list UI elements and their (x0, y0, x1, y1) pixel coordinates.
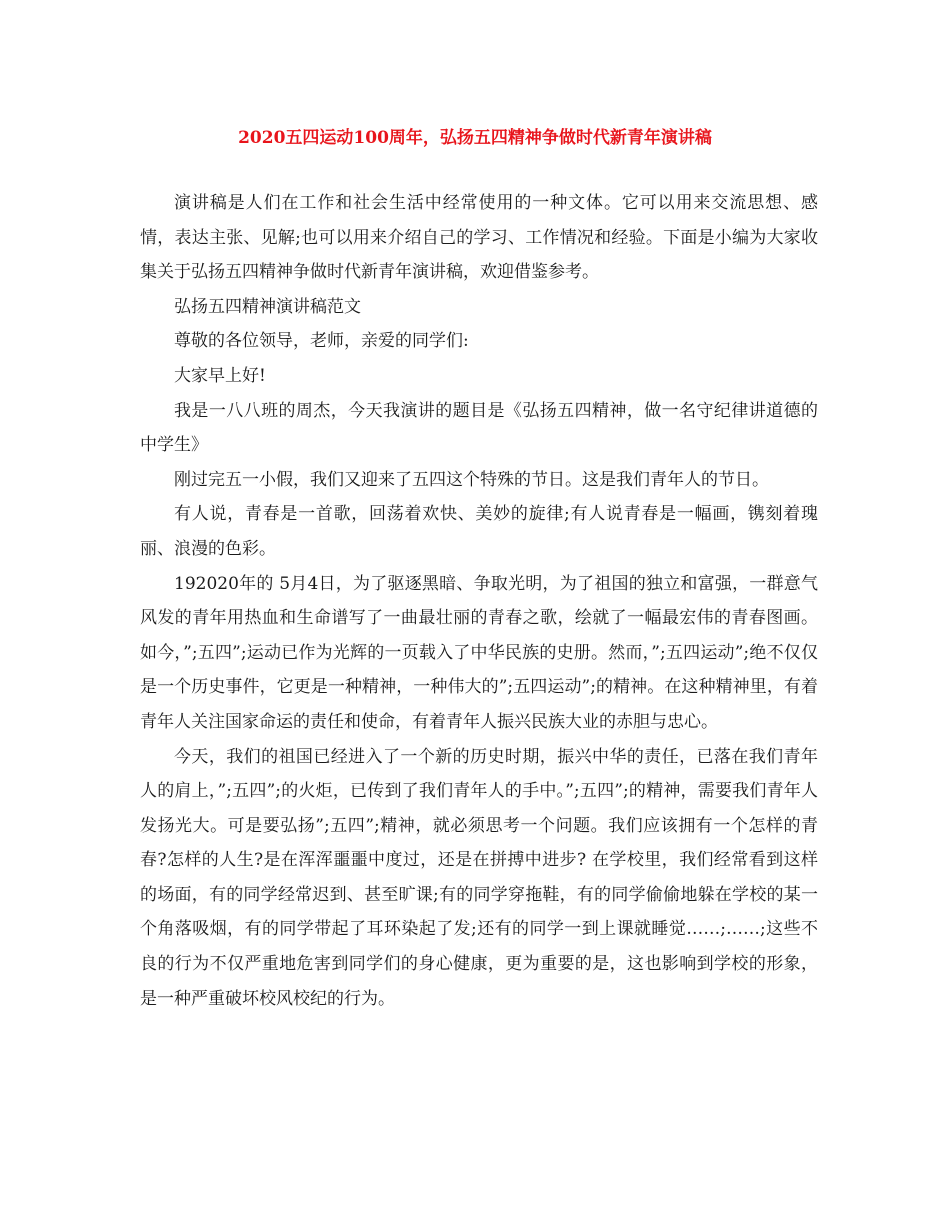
paragraph-greeting: 大家早上好! (174, 365, 266, 386)
paragraph-today: 今天，我们的祖国已经进入了一个新的历史时期，振兴中华的责任，已落在我们青年人的肩上，”;五四”;的火炬，已传到了我们青年人的手中。”;五四”;的精神，需要我们青年人发扬光大。可是要弘扬”;五四”;精神，就必须思考一个问题。我们应该拥有一个怎样的青春?怎样的人生?是在浑浑噩噩中度过，还是在拼搏中进步? 在学校里，我们经常看到这样的场面，有的同学经常迟到、甚至旷课;有的同学穿拖鞋，有的同学偷偷地躲在学校的某一个角落吸烟，有的同学带起了耳环染起了发;还有的同学一到上课就睡觉……;……;这些不良的行为不仅严重地危害到同学们的身心健康，更为重要的是，这也影响到学校的形象，是一种严重破坏校风校纪的行为。 (140, 746, 818, 1009)
document-title: 2020五四运动100周年，弘扬五四精神争做时代新青年演讲稿 (238, 128, 712, 148)
document-body (140, 186, 818, 1016)
paragraph-intro: 演讲稿是人们在工作和社会生活中经常使用的一种文体。它可以用来交流思想、感情，表达主张、见解;也可以用来介绍自己的学习、工作情况和经验。下面是小编为大家收集关于弘扬五四精神争做时代新青年演讲稿，欢迎借鉴参考。 (140, 193, 818, 283)
paragraph-history: 192020年的 5月4日，为了驱逐黑暗、争取光明，为了祖国的独立和富强，一群意气风发的青年用热血和生命谱写了一曲最壮丽的青春之歌，绘就了一幅最宏伟的青春图画。如今，”;五四”;运动已作为光辉的一页载入了中华民族的史册。然而，”;五四运动”;绝不仅仅是一个历史事件，它更是一种精神，一种伟大的”;五四运动”;的精神。在这种精神里，有着青年人关注国家命运的责任和使命，有着青年人振兴民族大业的赤胆与忠心。 (140, 573, 818, 732)
paragraph-speaker-intro: 我是一八八班的周杰，今天我演讲的题目是《弘扬五四精神，做一名守纪律讲道德的中学生》 (140, 400, 818, 456)
paragraph-subtitle: 弘扬五四精神演讲稿范文 (174, 296, 361, 317)
paragraph-holiday: 刚过完五一小假，我们又迎来了五四这个特殊的节日。这是我们青年人的节日。 (174, 469, 769, 490)
paragraph-salutation: 尊敬的各位领导，老师，亲爱的同学们: (174, 331, 469, 352)
paragraph-youth: 有人说，青春是一首歌，回荡着欢快、美妙的旋律;有人说青春是一幅画，镌刻着瑰丽、浪漫的色彩。 (140, 504, 818, 559)
